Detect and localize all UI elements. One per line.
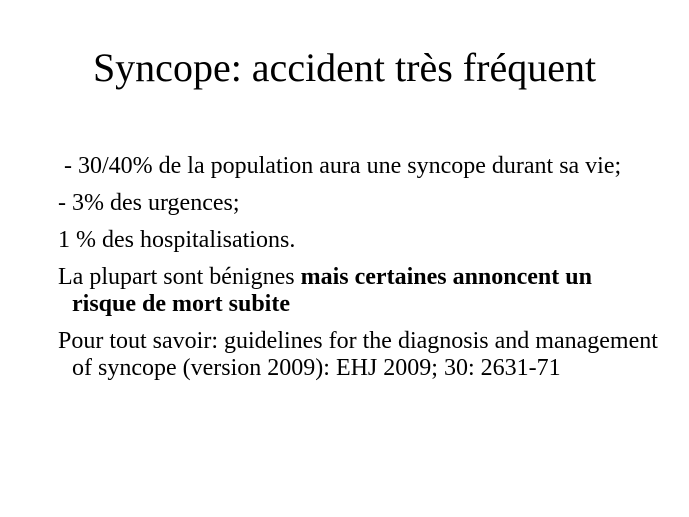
- bullet-text: Pour tout savoir: guidelines for the diagnosis and management of syncope (version 2009): EHJ 2009; 30: 2631-71: [58, 328, 658, 381]
- bullet-text: 1 % des hospitalisations.: [58, 227, 296, 253]
- bullet-text: - 3% des urgences;: [58, 190, 240, 216]
- slide-title: Syncope: accident très fréquent: [92, 45, 597, 90]
- bullet-item-hospitalisations: [58, 227, 658, 254]
- bullet-text: - 30/40% de la population aura une syncope durant sa vie;: [64, 153, 622, 179]
- bullet-item-guidelines-reference: [58, 328, 658, 382]
- bullet-text-bold: mais certaines annoncent un risque de mort subite: [72, 264, 592, 317]
- bullet-list: [58, 153, 658, 392]
- bullet-item-syncope-prevalence: [58, 153, 658, 180]
- bullet-item-emergencies: [58, 190, 658, 217]
- bullet-item-benign-vs-sudden-death: [58, 264, 658, 318]
- bullet-text-normal: La plupart sont bénignes: [58, 264, 301, 290]
